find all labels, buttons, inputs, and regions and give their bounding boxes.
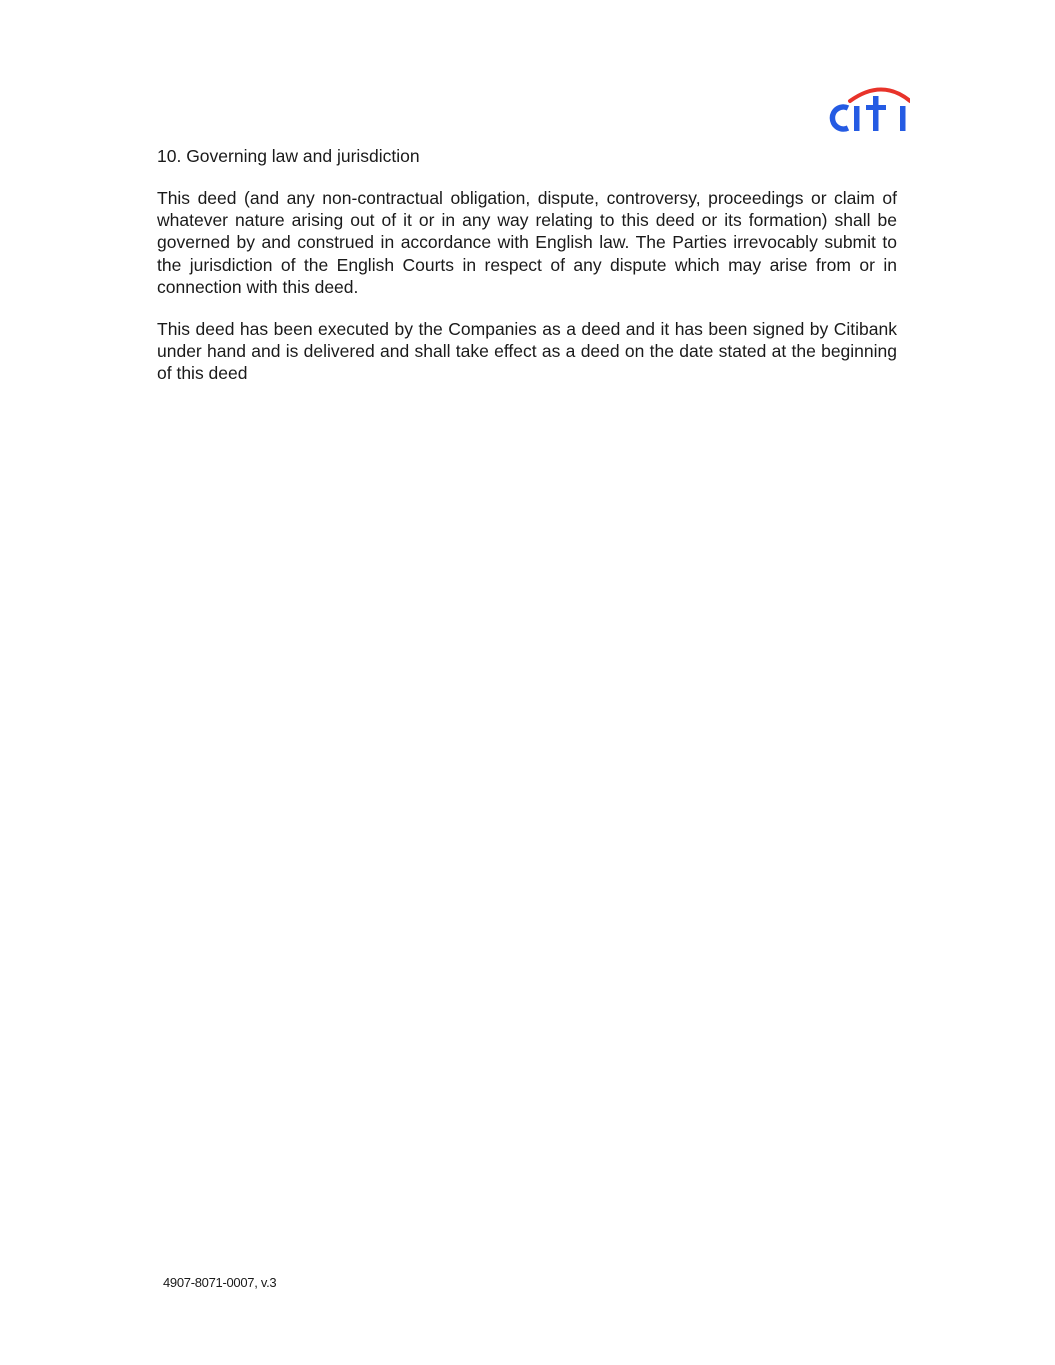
governing-law-paragraph: This deed (and any non-contractual obligation, dispute, controversy, proceedings or claim of whatever nature arising out of it or in any way relating to this deed or its formation) shall be governed by and construed in accordance with English law. The Parties irrevocably submit to the jurisdiction of the English Courts in respect of any dispute which may arise from or in connection with this deed. [157,188,897,297]
logo-letter-i1 [854,106,860,131]
citi-logo-icon [828,84,910,136]
execution-paragraph: This deed has been executed by the Companies as a deed and it has been signed by Citibank under hand and is delivered and shall take effect as a deed on the date stated at the beginning of this deed [157,319,897,384]
logo-letter-t-stem [873,96,879,131]
section-heading: 10. Governing law and jurisdiction [157,146,420,166]
citi-logo [828,84,910,136]
document-body [157,145,897,405]
logo-arc [850,90,910,102]
logo-letter-c [832,107,848,129]
document-reference: 4907-8071-0007, v.3 [163,1275,277,1290]
logo-letter-i2 [900,106,906,131]
logo-letter-t-bar [866,105,886,110]
